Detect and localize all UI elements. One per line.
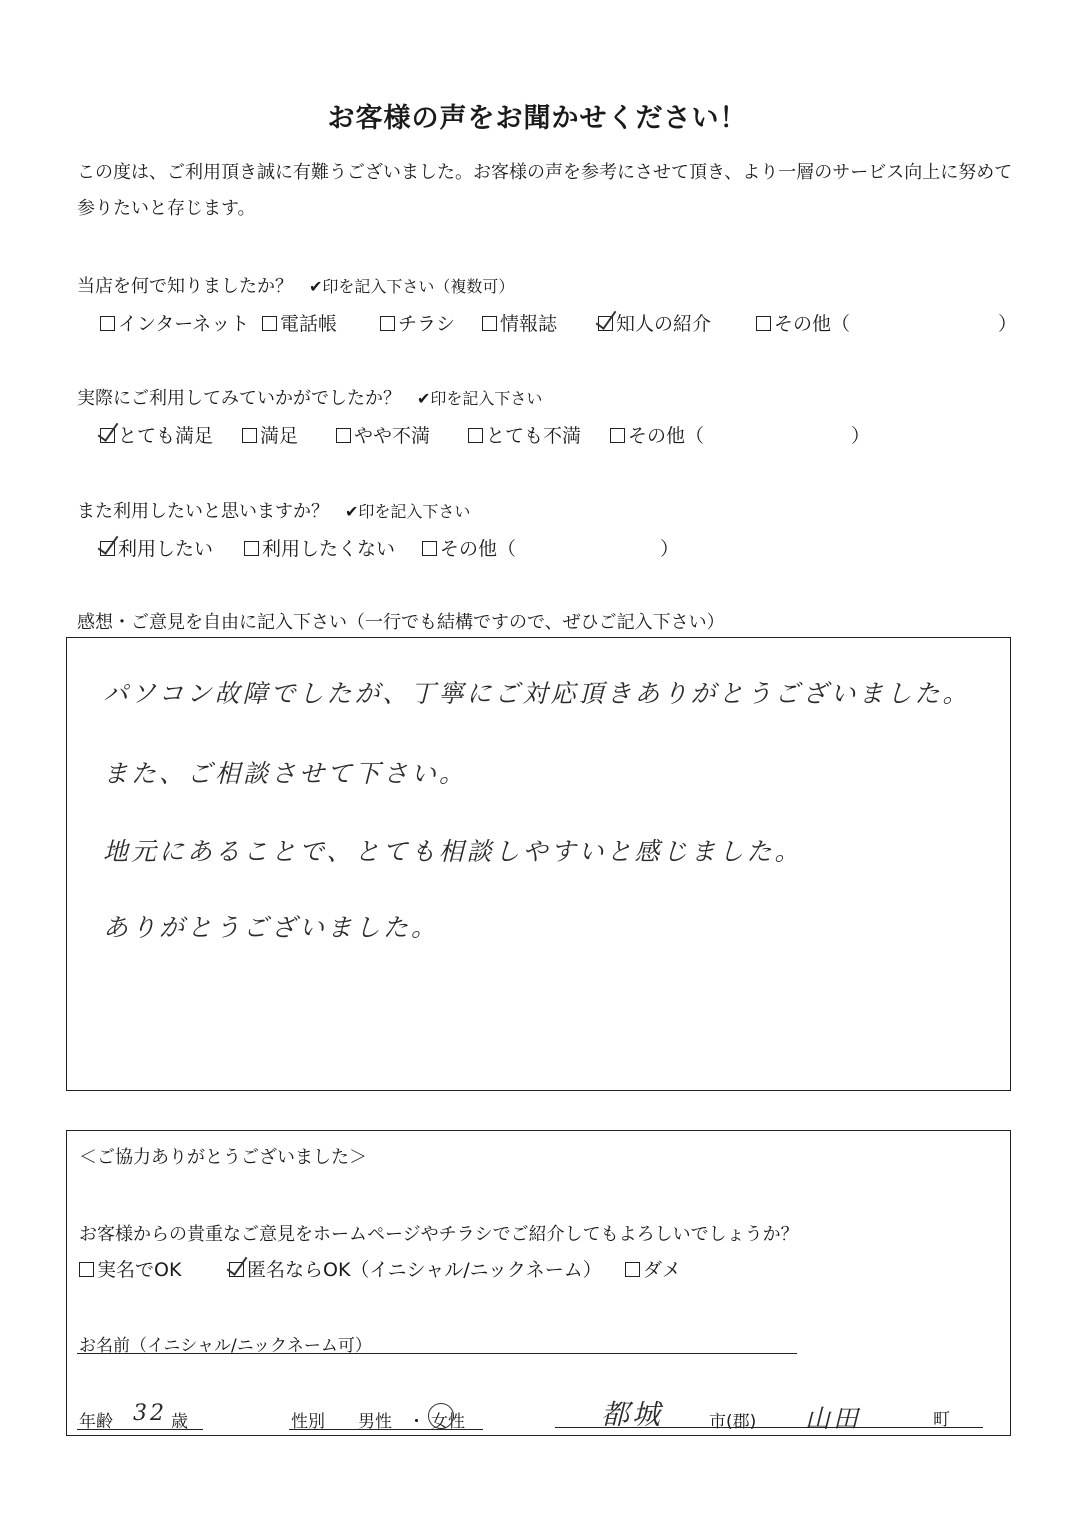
name-label: お名前（イニシャル/ニックネーム可） — [79, 1336, 372, 1356]
consent-option-no[interactable]: ダメ — [625, 1255, 681, 1282]
intro-text: この度は、ご利用頂き誠に有難うございました。お客様の声を参考にさせて頂き、より一層のサービス向上に努めて参りたいと存じます。 — [77, 162, 1013, 219]
checkbox-icon[interactable] — [625, 1262, 640, 1277]
handwritten-line-4: ありがとうございました。 — [103, 913, 440, 942]
q1-option-flyer[interactable]: チラシ — [380, 309, 455, 336]
q2-option-somewhat-dissatisfied[interactable]: やや不満 — [336, 421, 430, 448]
consent-option-anonymous[interactable]: 匿名ならOK（イニシャル/ニックネーム） — [229, 1255, 602, 1282]
q1-question-text: 当店を何で知りましたか？ — [77, 276, 293, 297]
handwritten-line-2: また、ご相談させて下さい。 — [103, 759, 468, 788]
consent-question: お客様からの貴重なご意見をホームページやチラシでご紹介してもよろしいでしょうか？ — [79, 1224, 799, 1245]
checkbox-icon[interactable] — [242, 428, 257, 443]
q1-question — [77, 272, 514, 298]
city-value: 都城 — [601, 1398, 664, 1431]
q3-option-no[interactable]: 利用したくない — [244, 534, 395, 561]
gender-female[interactable]: 女性 — [431, 1412, 465, 1432]
checked-checkbox-icon[interactable] — [229, 1262, 244, 1277]
town-label: 町 — [933, 1410, 950, 1430]
checkbox-icon[interactable] — [336, 428, 351, 443]
age-label: 年齢 — [79, 1412, 113, 1432]
checkbox-icon[interactable] — [262, 316, 277, 331]
checked-checkbox-icon[interactable] — [100, 428, 115, 443]
q1-option-magazine[interactable]: 情報誌 — [482, 309, 557, 336]
checked-checkbox-icon[interactable] — [100, 541, 115, 556]
q3-question-text: また利用したいと思いますか？ — [77, 501, 329, 522]
checkbox-icon[interactable] — [79, 1262, 94, 1277]
checkbox-icon[interactable] — [482, 316, 497, 331]
q1-option-phonebook[interactable]: 電話帳 — [262, 309, 337, 336]
age-underline[interactable] — [77, 1429, 203, 1430]
q3-option-other[interactable]: その他（ — [422, 534, 516, 561]
selection-circle-icon — [428, 1403, 454, 1429]
handwritten-line-1: パソコン故障でしたが、丁寧にご対応頂きありがとうございました。 — [103, 679, 971, 708]
q2-option-very-dissatisfied[interactable]: とても不満 — [468, 421, 581, 448]
address-underline[interactable] — [555, 1427, 983, 1428]
checkbox-icon[interactable] — [380, 316, 395, 331]
name-underline[interactable] — [77, 1353, 797, 1354]
gender-separator: ・ — [408, 1412, 425, 1432]
consent-box — [66, 1130, 1011, 1436]
town-value: 山田 — [805, 1404, 862, 1433]
checkbox-icon[interactable] — [244, 541, 259, 556]
q3-other-close: ） — [660, 538, 680, 560]
q2-option-very-satisfied[interactable]: とても満足 — [100, 421, 213, 448]
gender-male[interactable]: 男性 — [358, 1412, 392, 1432]
q2-option-satisfied[interactable]: 満足 — [242, 421, 298, 448]
age-value: 32 — [133, 1401, 167, 1426]
age-unit: 歳 — [171, 1412, 188, 1432]
checked-checkbox-icon[interactable] — [598, 316, 613, 331]
checkbox-icon[interactable] — [468, 428, 483, 443]
q2-question — [77, 384, 542, 410]
q1-hint: ✔印を記入下さい（複数可） — [309, 277, 515, 296]
q2-option-other[interactable]: その他（ — [610, 421, 704, 448]
q1-option-internet[interactable]: インターネット — [100, 309, 249, 336]
checkbox-icon[interactable] — [100, 316, 115, 331]
q1-option-other[interactable]: その他（ — [756, 309, 850, 336]
city-label: 市(郡) — [709, 1412, 757, 1432]
q2-hint: ✔印を記入下さい — [417, 389, 543, 408]
checkbox-icon[interactable] — [610, 428, 625, 443]
consent-heading: ＜ご協力ありがとうございました＞ — [79, 1147, 367, 1168]
checkbox-icon[interactable] — [422, 541, 437, 556]
q2-question-text: 実際にご利用してみていかがでしたか？ — [77, 388, 401, 409]
gender-underline — [289, 1429, 483, 1430]
q2-other-close: ） — [851, 425, 871, 447]
page-title: お客様の声をお聞かせください！ — [327, 103, 748, 134]
checkbox-icon[interactable] — [756, 316, 771, 331]
consent-option-real-name[interactable]: 実名でOK — [79, 1255, 181, 1282]
q1-option-referral[interactable]: 知人の紹介 — [598, 309, 711, 336]
q3-hint: ✔印を記入下さい — [345, 502, 471, 521]
q3-option-yes[interactable]: 利用したい — [100, 534, 213, 561]
q3-question — [77, 497, 470, 523]
q1-other-close: ） — [998, 313, 1018, 335]
comment-box[interactable] — [66, 637, 1011, 1091]
handwritten-line-3: 地元にあることで、とても相談しやすいと感じました。 — [103, 837, 803, 866]
gender-label: 性別 — [291, 1412, 325, 1432]
comment-prompt: 感想・ご意見を自由に記入下さい（一行でも結構ですので、ぜひご記入下さい） — [77, 612, 725, 633]
